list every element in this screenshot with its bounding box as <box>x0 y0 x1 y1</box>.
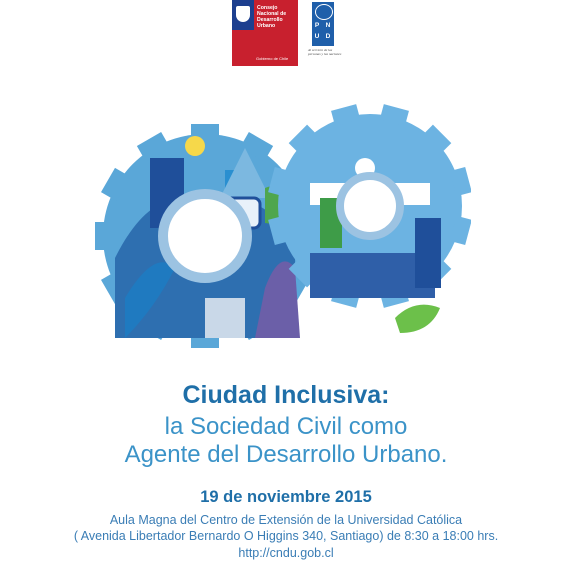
cndu-logo <box>232 0 298 66</box>
header-logos <box>232 0 342 68</box>
event-subtitle-line2: Agente del Desarrollo Urbano. <box>124 441 448 468</box>
cndu-gov: Gobierno de Chile <box>256 56 289 61</box>
event-url[interactable]: http://cndu.gob.cl <box>238 546 334 560</box>
un-emblem-icon <box>315 4 333 20</box>
event-address: ( Avenida Libertador Bernardo O Higgins 340, Santiago) de 8:30 a 18:00 hrs. <box>73 529 499 543</box>
pnud-logo: P N U D Al servicio de las personas y las naciones <box>308 0 342 68</box>
pnud-tagline: Al servicio de las personas y las naciones <box>308 48 342 57</box>
gear-illustration-icon <box>95 88 471 364</box>
cndu-name: Consejo Nacional de Desarrollo Urbano <box>257 5 287 29</box>
event-subtitle-line1: la Sociedad Civil como <box>164 413 408 440</box>
event-title: Ciudad Inclusiva: <box>182 381 390 409</box>
chile-shield-icon <box>236 6 250 22</box>
event-venue: Aula Magna del Centro de Extensión de la Universidad Católica <box>109 513 463 527</box>
event-date: 19 de noviembre 2015 <box>200 488 372 506</box>
